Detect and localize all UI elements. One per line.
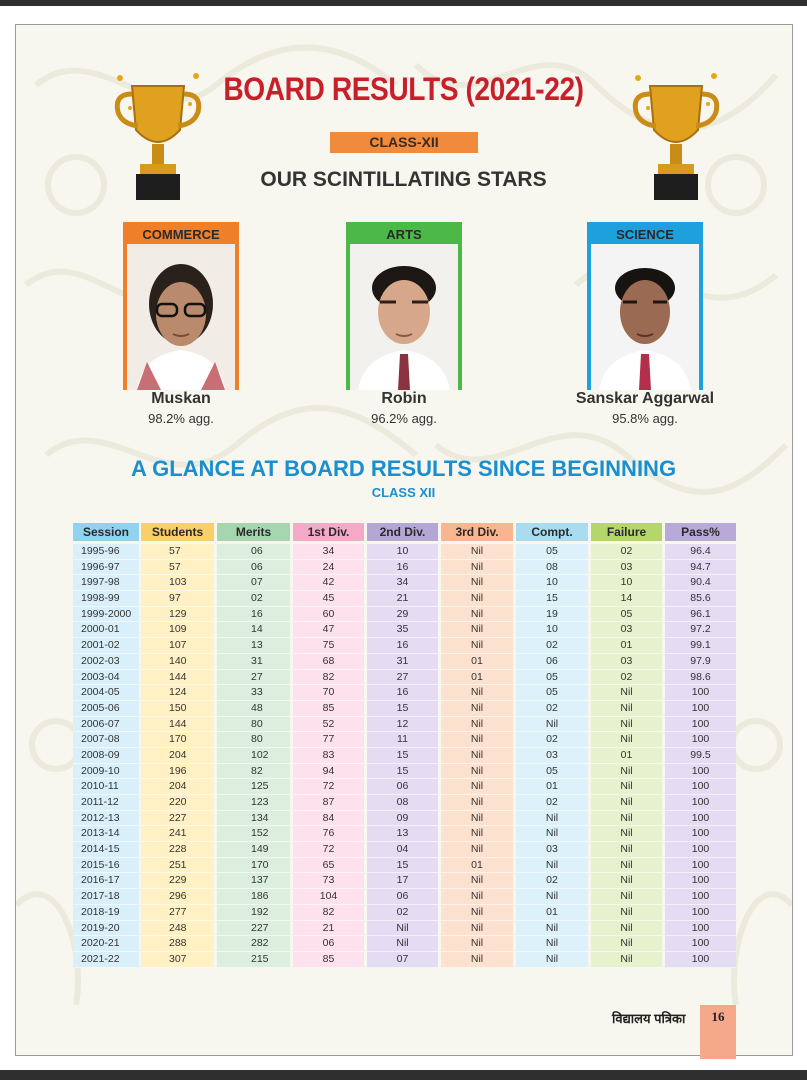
table-cell-session: 2019-20 [73, 921, 139, 937]
table-cell-students: 124 [141, 685, 214, 701]
results-heading: A GLANCE AT BOARD RESULTS SINCE BEGINNING [130, 456, 677, 481]
table-cell-pass-percent: 100 [665, 795, 736, 811]
table-cell-merits: 14 [217, 622, 290, 638]
table-cell-students: 204 [141, 748, 214, 764]
table-cell-compt: 15 [516, 591, 588, 607]
table-cell-pass-percent: 100 [665, 685, 736, 701]
table-cell-students: 170 [141, 732, 214, 748]
table-cell-compt: Nil [516, 952, 588, 968]
table-cell-students: 248 [141, 921, 214, 937]
table-cell-second-div: Nil [367, 921, 438, 937]
column-failure [591, 523, 662, 968]
table-cell-first-div: 42 [293, 575, 364, 591]
table-cell-second-div: 17 [367, 873, 438, 889]
table-cell-failure: 05 [591, 607, 662, 623]
table-cell-students: 107 [141, 638, 214, 654]
table-cell-second-div: 15 [367, 764, 438, 780]
table-cell-failure: Nil [591, 842, 662, 858]
table-cell-first-div: 85 [293, 952, 364, 968]
table-cell-students: 144 [141, 717, 214, 733]
table-cell-merits: 02 [217, 591, 290, 607]
table-cell-compt: 01 [516, 905, 588, 921]
table-cell-third-div: Nil [441, 826, 513, 842]
footer-magazine-title: विद्यालय पत्रिका [612, 1011, 686, 1026]
table-cell-pass-percent: 100 [665, 842, 736, 858]
table-cell-third-div: Nil [441, 685, 513, 701]
table-cell-pass-percent: 99.5 [665, 748, 736, 764]
column-session [73, 523, 139, 968]
table-cell-students: 109 [141, 622, 214, 638]
table-cell-students: 97 [141, 591, 214, 607]
table-cell-first-div: 47 [293, 622, 364, 638]
star-card-commerce [123, 222, 239, 390]
page-title: BOARD RESULTS (2021-22) [223, 71, 584, 107]
table-cell-compt: 03 [516, 748, 588, 764]
table-cell-session: 2001-02 [73, 638, 139, 654]
table-cell-students: 144 [141, 670, 214, 686]
table-cell-session: 2013-14 [73, 826, 139, 842]
table-cell-third-div: Nil [441, 842, 513, 858]
page-number: 16 [711, 1009, 725, 1024]
table-cell-failure: Nil [591, 905, 662, 921]
table-cell-session: 2011-12 [73, 795, 139, 811]
student-photo-muskan [127, 244, 235, 390]
table-cell-compt: Nil [516, 921, 588, 937]
table-cell-merits: 48 [217, 701, 290, 717]
table-cell-compt: Nil [516, 811, 588, 827]
table-cell-third-div: Nil [441, 779, 513, 795]
table-cell-students: 288 [141, 936, 214, 952]
header-compt: Compt. [516, 523, 588, 541]
column-first-div [293, 523, 364, 968]
table-cell-merits: 137 [217, 873, 290, 889]
table-cell-compt: 05 [516, 685, 588, 701]
table-cell-pass-percent: 100 [665, 921, 736, 937]
table-cell-second-div: Nil [367, 936, 438, 952]
table-cell-third-div: 01 [441, 654, 513, 670]
table-cell-second-div: 16 [367, 560, 438, 576]
table-cell-pass-percent: 100 [665, 905, 736, 921]
table-cell-second-div: 35 [367, 622, 438, 638]
table-cell-students: 57 [141, 544, 214, 560]
table-cell-session: 2004-05 [73, 685, 139, 701]
star-name-science: Sanskar Aggarwal [575, 390, 715, 407]
table-cell-failure: 02 [591, 544, 662, 560]
table-cell-students: 241 [141, 826, 214, 842]
table-cell-compt: 02 [516, 638, 588, 654]
table-cell-second-div: 10 [367, 544, 438, 560]
table-cell-session: 2020-21 [73, 936, 139, 952]
table-cell-first-div: 06 [293, 936, 364, 952]
table-cell-merits: 80 [217, 717, 290, 733]
table-cell-failure: 03 [591, 560, 662, 576]
table-cell-compt: Nil [516, 936, 588, 952]
table-cell-third-div: Nil [441, 575, 513, 591]
table-cell-session: 1995-96 [73, 544, 139, 560]
table-cell-second-div: 15 [367, 701, 438, 717]
table-cell-session: 2000-01 [73, 622, 139, 638]
table-cell-failure: 10 [591, 575, 662, 591]
table-cell-third-div: Nil [441, 622, 513, 638]
table-cell-compt: 06 [516, 654, 588, 670]
table-cell-second-div: 04 [367, 842, 438, 858]
magazine-page [0, 6, 807, 1070]
table-cell-second-div: 27 [367, 670, 438, 686]
table-cell-third-div: Nil [441, 873, 513, 889]
table-cell-third-div: Nil [441, 544, 513, 560]
table-cell-third-div: Nil [441, 921, 513, 937]
table-cell-students: 140 [141, 654, 214, 670]
table-cell-students: 196 [141, 764, 214, 780]
table-cell-pass-percent: 100 [665, 826, 736, 842]
table-cell-pass-percent: 100 [665, 779, 736, 795]
star-name-arts: Robin [381, 390, 427, 407]
table-cell-students: 277 [141, 905, 214, 921]
table-cell-failure: Nil [591, 701, 662, 717]
table-cell-first-div: 77 [293, 732, 364, 748]
table-cell-failure: Nil [591, 795, 662, 811]
table-cell-first-div: 72 [293, 842, 364, 858]
table-cell-students: 229 [141, 873, 214, 889]
table-cell-second-div: 15 [367, 858, 438, 874]
results-subheading: CLASS XII [371, 485, 436, 500]
table-cell-failure: 03 [591, 654, 662, 670]
table-cell-third-div: Nil [441, 936, 513, 952]
section-subtitle: OUR SCINTILLATING STARS [260, 168, 547, 191]
table-cell-students: 150 [141, 701, 214, 717]
table-cell-compt: 05 [516, 764, 588, 780]
table-cell-session: 2012-13 [73, 811, 139, 827]
table-cell-pass-percent: 100 [665, 889, 736, 905]
table-cell-pass-percent: 100 [665, 732, 736, 748]
table-cell-session: 1996-97 [73, 560, 139, 576]
table-cell-merits: 27 [217, 670, 290, 686]
table-cell-first-div: 24 [293, 560, 364, 576]
table-cell-students: 129 [141, 607, 214, 623]
table-cell-third-div: Nil [441, 717, 513, 733]
table-cell-compt: 02 [516, 701, 588, 717]
table-cell-third-div: Nil [441, 591, 513, 607]
table-cell-third-div: Nil [441, 764, 513, 780]
table-cell-second-div: 11 [367, 732, 438, 748]
table-cell-session: 1999-2000 [73, 607, 139, 623]
table-cell-failure: Nil [591, 764, 662, 780]
table-cell-third-div: Nil [441, 732, 513, 748]
column-second-div [367, 523, 438, 968]
table-cell-second-div: 06 [367, 889, 438, 905]
table-cell-compt: 05 [516, 670, 588, 686]
table-cell-merits: 31 [217, 654, 290, 670]
table-cell-students: 57 [141, 560, 214, 576]
header-pass-percent: Pass% [665, 523, 736, 541]
table-cell-compt: 10 [516, 622, 588, 638]
table-cell-merits: 125 [217, 779, 290, 795]
table-cell-pass-percent: 100 [665, 764, 736, 780]
table-cell-third-div: Nil [441, 638, 513, 654]
stream-label: SCIENCE [591, 226, 699, 244]
table-cell-second-div: 08 [367, 795, 438, 811]
table-cell-failure: Nil [591, 873, 662, 889]
table-cell-second-div: 06 [367, 779, 438, 795]
header-session: Session [73, 523, 139, 541]
table-cell-third-div: Nil [441, 795, 513, 811]
table-cell-second-div: 12 [367, 717, 438, 733]
table-cell-third-div: Nil [441, 560, 513, 576]
table-cell-compt: 02 [516, 732, 588, 748]
table-cell-merits: 102 [217, 748, 290, 764]
table-cell-first-div: 94 [293, 764, 364, 780]
table-cell-session: 2017-18 [73, 889, 139, 905]
table-cell-failure: Nil [591, 858, 662, 874]
table-cell-merits: 134 [217, 811, 290, 827]
table-cell-merits: 192 [217, 905, 290, 921]
column-compt [516, 523, 588, 968]
table-cell-first-div: 34 [293, 544, 364, 560]
table-cell-third-div: 01 [441, 858, 513, 874]
table-cell-compt: 05 [516, 544, 588, 560]
table-cell-failure: Nil [591, 952, 662, 968]
table-cell-second-div: 34 [367, 575, 438, 591]
table-cell-first-div: 84 [293, 811, 364, 827]
column-students [141, 523, 214, 968]
table-cell-students: 296 [141, 889, 214, 905]
table-cell-pass-percent: 94.7 [665, 560, 736, 576]
table-cell-pass-percent: 100 [665, 811, 736, 827]
table-cell-first-div: 65 [293, 858, 364, 874]
table-cell-pass-percent: 100 [665, 873, 736, 889]
table-cell-first-div: 85 [293, 701, 364, 717]
table-cell-first-div: 52 [293, 717, 364, 733]
star-agg-arts: 96.2% agg. [371, 411, 437, 426]
table-cell-session: 1998-99 [73, 591, 139, 607]
stream-label: COMMERCE [127, 226, 235, 244]
table-cell-pass-percent: 100 [665, 701, 736, 717]
table-cell-third-div: Nil [441, 607, 513, 623]
table-cell-second-div: 21 [367, 591, 438, 607]
star-name-commerce: Muskan [151, 390, 211, 407]
table-cell-compt: Nil [516, 717, 588, 733]
table-cell-merits: 06 [217, 544, 290, 560]
table-cell-pass-percent: 100 [665, 952, 736, 968]
table-cell-failure: 01 [591, 638, 662, 654]
table-cell-compt: 01 [516, 779, 588, 795]
table-cell-compt: 03 [516, 842, 588, 858]
table-cell-students: 227 [141, 811, 214, 827]
table-cell-second-div: 31 [367, 654, 438, 670]
table-cell-first-div: 75 [293, 638, 364, 654]
table-cell-third-div: Nil [441, 701, 513, 717]
table-cell-pass-percent: 100 [665, 858, 736, 874]
table-cell-first-div: 68 [293, 654, 364, 670]
table-cell-merits: 33 [217, 685, 290, 701]
header-third-div: 3rd Div. [441, 523, 513, 541]
table-cell-merits: 170 [217, 858, 290, 874]
table-cell-compt: 02 [516, 873, 588, 889]
table-cell-pass-percent: 100 [665, 717, 736, 733]
table-cell-session: 2010-11 [73, 779, 139, 795]
table-cell-compt: 19 [516, 607, 588, 623]
table-cell-merits: 16 [217, 607, 290, 623]
table-cell-first-div: 87 [293, 795, 364, 811]
star-agg-science: 95.8% agg. [612, 411, 678, 426]
table-cell-merits: 227 [217, 921, 290, 937]
table-cell-students: 204 [141, 779, 214, 795]
table-cell-failure: 01 [591, 748, 662, 764]
table-cell-compt: Nil [516, 889, 588, 905]
table-cell-first-div: 83 [293, 748, 364, 764]
table-cell-session: 1997-98 [73, 575, 139, 591]
table-cell-first-div: 76 [293, 826, 364, 842]
table-cell-merits: 152 [217, 826, 290, 842]
table-cell-first-div: 82 [293, 905, 364, 921]
table-cell-second-div: 02 [367, 905, 438, 921]
table-cell-first-div: 104 [293, 889, 364, 905]
table-cell-failure: Nil [591, 921, 662, 937]
table-cell-failure: Nil [591, 717, 662, 733]
table-cell-session: 2014-15 [73, 842, 139, 858]
table-cell-second-div: 07 [367, 952, 438, 968]
table-cell-third-div: Nil [441, 952, 513, 968]
table-cell-pass-percent: 100 [665, 936, 736, 952]
column-pass-percent [665, 523, 736, 968]
table-cell-third-div: Nil [441, 811, 513, 827]
table-cell-merits: 282 [217, 936, 290, 952]
star-agg-commerce: 98.2% agg. [148, 411, 214, 426]
table-cell-students: 307 [141, 952, 214, 968]
table-cell-first-div: 70 [293, 685, 364, 701]
table-cell-students: 251 [141, 858, 214, 874]
student-photo-robin [350, 244, 458, 390]
table-cell-merits: 215 [217, 952, 290, 968]
table-cell-first-div: 45 [293, 591, 364, 607]
table-cell-session: 2005-06 [73, 701, 139, 717]
table-cell-compt: Nil [516, 826, 588, 842]
table-cell-second-div: 29 [367, 607, 438, 623]
table-cell-failure: Nil [591, 889, 662, 905]
table-cell-pass-percent: 85.6 [665, 591, 736, 607]
table-cell-pass-percent: 97.9 [665, 654, 736, 670]
table-cell-pass-percent: 99.1 [665, 638, 736, 654]
header-first-div: 1st Div. [293, 523, 364, 541]
table-cell-second-div: 16 [367, 638, 438, 654]
table-cell-third-div: Nil [441, 748, 513, 764]
star-card-arts [346, 222, 462, 390]
table-cell-merits: 07 [217, 575, 290, 591]
table-cell-session: 2016-17 [73, 873, 139, 889]
table-cell-session: 2018-19 [73, 905, 139, 921]
table-cell-merits: 13 [217, 638, 290, 654]
table-cell-failure: Nil [591, 826, 662, 842]
table-cell-compt: Nil [516, 858, 588, 874]
table-cell-pass-percent: 97.2 [665, 622, 736, 638]
table-cell-merits: 06 [217, 560, 290, 576]
header-second-div: 2nd Div. [367, 523, 438, 541]
table-cell-session: 2006-07 [73, 717, 139, 733]
header-merits: Merits [217, 523, 290, 541]
table-cell-session: 2007-08 [73, 732, 139, 748]
table-cell-second-div: 15 [367, 748, 438, 764]
header-students: Students [141, 523, 214, 541]
table-cell-merits: 82 [217, 764, 290, 780]
table-cell-failure: Nil [591, 936, 662, 952]
table-cell-merits: 186 [217, 889, 290, 905]
table-cell-failure: 02 [591, 670, 662, 686]
table-cell-first-div: 21 [293, 921, 364, 937]
stream-label: ARTS [350, 226, 458, 244]
table-cell-students: 220 [141, 795, 214, 811]
table-cell-failure: Nil [591, 732, 662, 748]
table-cell-session: 2021-22 [73, 952, 139, 968]
table-cell-failure: Nil [591, 779, 662, 795]
table-cell-session: 2015-16 [73, 858, 139, 874]
column-third-div [441, 523, 513, 968]
table-cell-session: 2003-04 [73, 670, 139, 686]
table-cell-compt: 10 [516, 575, 588, 591]
star-card-science [587, 222, 703, 390]
table-cell-session: 2009-10 [73, 764, 139, 780]
table-cell-first-div: 73 [293, 873, 364, 889]
table-cell-failure: 03 [591, 622, 662, 638]
table-cell-pass-percent: 96.4 [665, 544, 736, 560]
table-cell-pass-percent: 90.4 [665, 575, 736, 591]
table-cell-third-div: Nil [441, 905, 513, 921]
student-photo-sanskar [591, 244, 699, 390]
table-cell-second-div: 13 [367, 826, 438, 842]
table-cell-third-div: 01 [441, 670, 513, 686]
table-cell-merits: 149 [217, 842, 290, 858]
table-cell-failure: 14 [591, 591, 662, 607]
table-cell-second-div: 16 [367, 685, 438, 701]
table-cell-third-div: Nil [441, 889, 513, 905]
table-cell-first-div: 60 [293, 607, 364, 623]
table-cell-students: 103 [141, 575, 214, 591]
header-failure: Failure [591, 523, 662, 541]
table-cell-session: 2002-03 [73, 654, 139, 670]
table-cell-compt: 08 [516, 560, 588, 576]
table-cell-compt: 02 [516, 795, 588, 811]
table-cell-first-div: 72 [293, 779, 364, 795]
table-cell-first-div: 82 [293, 670, 364, 686]
table-cell-second-div: 09 [367, 811, 438, 827]
column-merits [217, 523, 290, 968]
table-cell-failure: Nil [591, 811, 662, 827]
table-cell-failure: Nil [591, 685, 662, 701]
table-cell-session: 2008-09 [73, 748, 139, 764]
table-cell-merits: 80 [217, 732, 290, 748]
table-cell-pass-percent: 96.1 [665, 607, 736, 623]
table-cell-pass-percent: 98.6 [665, 670, 736, 686]
class-badge: CLASS-XII [330, 132, 478, 153]
table-cell-merits: 123 [217, 795, 290, 811]
bottom-dark-bar [0, 1070, 807, 1080]
table-cell-students: 228 [141, 842, 214, 858]
